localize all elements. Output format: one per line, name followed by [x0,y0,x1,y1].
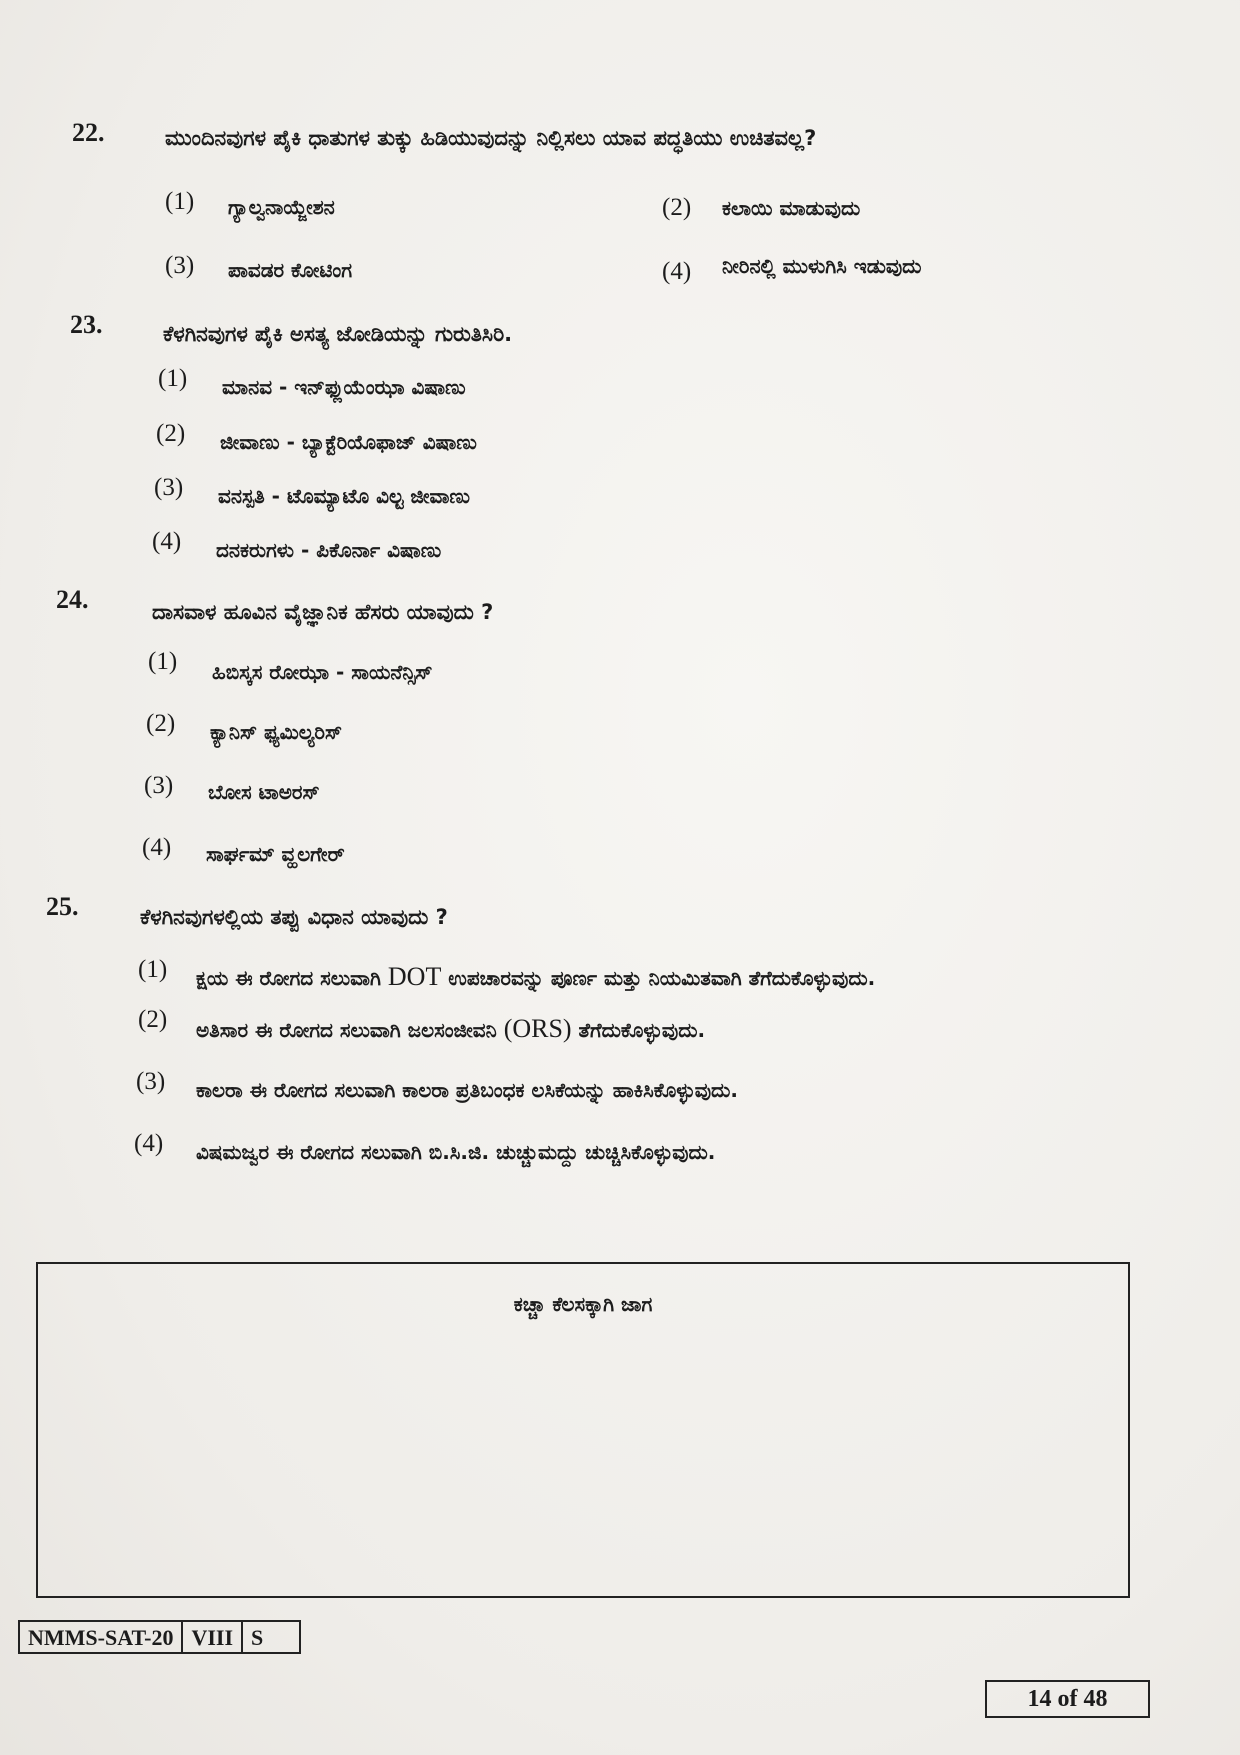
option-text: ಹಿಬಿಸ್ಕಸ ರೋಝಾ - ಸಾಯನೆನ್ಸಿಸ್ [212,660,433,684]
option-number: (2) [138,1006,168,1033]
exam-code: NMMS-SAT-20 [20,1622,183,1652]
option-text: ಕಾಲರಾ ಈ ರೋಗದ ಸಲುವಾಗಿ ಕಾಲರಾ ಪ್ರತಿಬಂಧಕ ಲಸಿಕೆಯನ್ನು ಹಾಕಿಸಿಕೊಳ್ಳುವುದು. [196,1078,738,1102]
option-text: ದನಕರುಗಳು - ಪಿಕೊರ್ನಾ ವಿಷಾಣು [216,538,442,562]
option-text: ವನಸ್ಪತಿ - ಟೊಮ್ಯಾಟೊ ವಿಲ್ಟ ಜೀವಾಣು [218,484,470,508]
question-text: ದಾಸವಾಳ ಹೂವಿನ ವೈಜ್ಞಾನಿಕ ಹೆಸರು ಯಾವುದು ? [152,600,494,624]
rough-work-area [36,1262,1130,1598]
option-number: (1) [165,188,195,215]
option-number: (2) [156,420,186,447]
option-text: ವಿಷಮಜ್ವರ ಈ ರೋಗದ ಸಲುವಾಗಿ ಬಿ.ಸಿ.ಜಿ. ಚುಚ್ಚುಮದ್ದು ಚುಚ್ಚಿಸಿಕೊಳ್ಳುವುದು. [196,1140,716,1164]
option-number: (2) [662,194,692,221]
option-number: (3) [136,1068,166,1095]
option-text: ಬೋಸ ಟಾಅರಸ್ [208,780,320,804]
option-text: ಕ್ಷಯ ಈ ರೋಗದ ಸಲುವಾಗಿ DOT ಉಪಚಾರವನ್ನು ಪೂರ್ಣ ಮತ್ತು ನಿಯಮಿತವಾಗಿ ತೆಗೆದುಕೊಳ್ಳುವುದು. [196,962,876,991]
option-text: ಪಾವಡರ ಕೋಟಿಂಗ [228,258,353,282]
option-text: ಸಾರ್ಘಮ್ ವ್ಹಲಗೇರ್ [206,842,345,866]
option-number: (1) [138,956,168,983]
question-text: ಕೆಳಗಿನವುಗಳಲ್ಲಿಯ ತಪ್ಪು ವಿಧಾನ ಯಾವುದು ? [140,905,448,929]
question-number: 22. [72,118,105,147]
option-number: (3) [144,772,174,799]
option-number: (1) [158,365,188,392]
option-number: (3) [165,252,195,279]
option-number: (4) [662,258,692,285]
option-number: (1) [148,648,178,675]
question-text: ಕೆಳಗಿನವುಗಳ ಪೈಕಿ ಅಸತ್ಯ ಜೋಡಿಯನ್ನು ಗುರುತಿಸಿರಿ. [163,322,513,346]
page-number: 14 of 48 [985,1680,1150,1718]
rough-work-title: ಕಚ್ಚಾ ಕೆಲಸಕ್ಕಾಗಿ ಜಾಗ [513,1292,653,1316]
option-text: ಕ್ಯಾನಿಸ್ ಫ್ಯಮಿಲ್ಯರಿಸ್ [210,720,343,744]
option-text: ಅತಿಸಾರ ಈ ರೋಗದ ಸಲುವಾಗಿ ಜಲಸಂಜೀವನಿ (ORS) ತೆಗೆದುಕೊಳ್ಳುವುದು. [196,1014,706,1043]
option-text: ಗ್ಯಾಲ್ವನಾಯ್ಜೇಶನ [228,195,335,219]
option-number: (4) [142,834,172,861]
option-text: ನೀರಿನಲ್ಲಿ ಮುಳುಗಿಸಿ ಇಡುವುದು [722,254,922,278]
exam-code-box [18,1620,301,1654]
option-number: (4) [152,528,182,555]
question-number: 24. [56,585,89,614]
option-number: (4) [134,1130,164,1157]
option-text: ಕಲಾಯಿ ಮಾಡುವುದು [722,196,861,220]
option-number: (2) [146,710,176,737]
option-text: ಮಾನವ - ಇನ್‌ಫ್ಲುಯೆಂಝಾ ವಿಷಾಣು [222,375,466,399]
question-number: 23. [70,310,103,339]
option-number: (3) [154,474,184,501]
option-text: ಜೀವಾಣು - ಬ್ಯಾಕ್ಟೆರಿಯೊಫಾಜ್ ವಿಷಾಣು [220,430,477,454]
class-label: VIII [183,1622,243,1652]
series-label: S [251,1625,264,1650]
question-text: ಮುಂದಿನವುಗಳ ಪೈಕಿ ಧಾತುಗಳ ತುಕ್ಕು ಹಿಡಿಯುವುದನ್ನು ನಿಲ್ಲಿಸಲು ಯಾವ ಪದ್ಧತಿಯು ಉಚಿತವಲ್ಲ? [165,126,817,150]
question-number: 25. [46,892,79,921]
